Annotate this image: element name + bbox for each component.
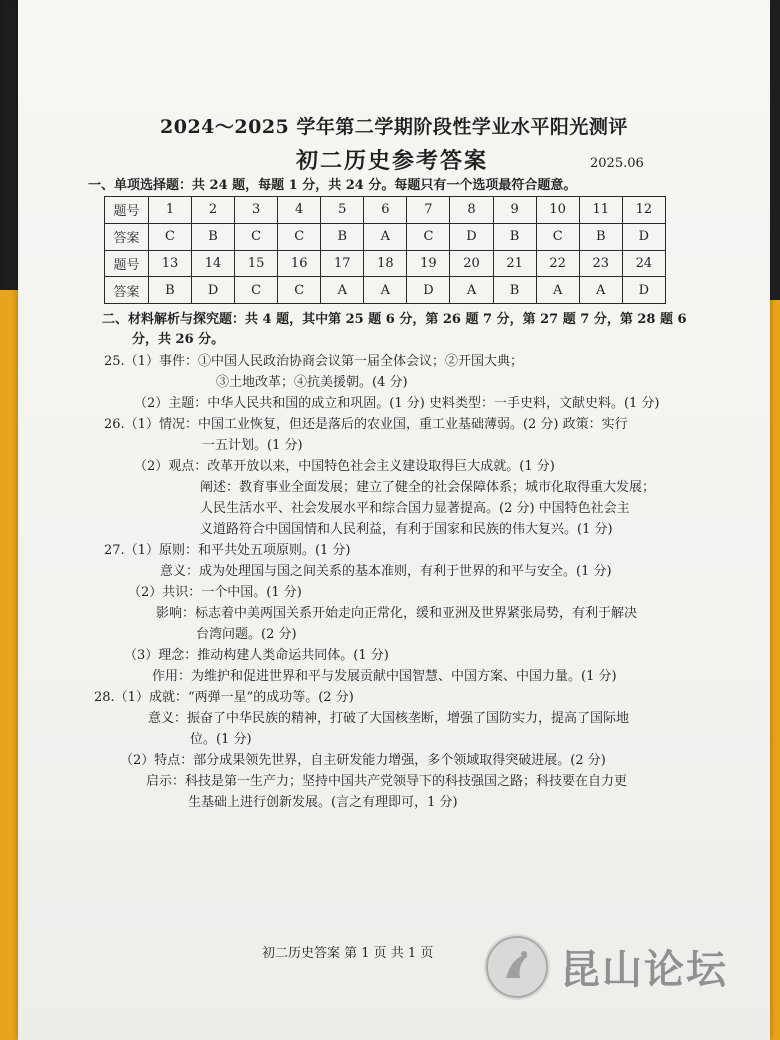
question-number: 8 [450,197,493,224]
answer-cell: D [450,223,493,250]
table-header-cell: 题号 [105,250,149,277]
question-number: 12 [622,197,665,224]
answer-line-26-2b: 阐述：教育事业全面发展；建立了健全的社会保障体系；城市化取得重大发展； [200,480,656,495]
table-row [105,250,666,277]
question-number: 3 [235,197,278,224]
table-row [105,277,666,304]
table-header-cell: 答案 [105,223,149,250]
answer-cell: A [364,277,407,304]
exam-title: 2024～2025 学年第二学期阶段性学业水平阳光测评 [160,116,628,138]
answer-line-27-1b: 意义：成为处理国与国之间关系的基本准则，有利于世界的和平与安全。(1 分) [160,564,612,579]
question-number: 23 [579,250,622,277]
question-number: 6 [364,197,407,224]
answer-cell: B [321,223,364,250]
table-row [105,197,666,224]
question-number: 19 [407,250,450,277]
page-footer: 初二历史答案 第 1 页 共 1 页 [262,946,434,961]
question-number: 10 [536,197,579,224]
question-number: 20 [450,250,493,277]
answer-line-27-2c: 台湾问题。(2 分) [196,627,297,642]
question-number: 1 [148,197,191,224]
answer-cell: C [278,277,321,304]
question-number: 7 [407,197,450,224]
answer-cell: A [364,223,407,250]
answer-cell: D [407,277,450,304]
watermark-text: 昆山论坛 [560,946,728,993]
answer-cell: B [579,223,622,250]
table-row [105,223,666,250]
question-number: 24 [622,250,665,277]
answer-line-27-3: （3）理念：推动构建人类命运共同体。(1 分) [124,648,389,663]
question-number: 16 [278,250,321,277]
answer-line-26-2: （2）观点：改革开放以来，中国特色社会主义建设取得巨大成就。(1 分) [134,459,555,474]
section2-heading-line1: 二、材料解析与探究题：共 4 题，其中第 25 题 6 分，第 26 题 7 分，第 27 题 7 分，第 28 题 6 [102,312,687,327]
answer-cell: D [622,277,665,304]
answer-line-27-3b: 作用：为维护和促进世界和平与发展贡献中国智慧、中国方案、中国力量。(1 分) [152,669,617,684]
table-header-cell: 答案 [105,277,149,304]
question-number: 18 [364,250,407,277]
question-number: 21 [493,250,536,277]
table-header-cell: 题号 [105,197,149,224]
answer-cell: D [192,277,235,304]
question-number: 4 [278,197,321,224]
question-number: 14 [192,250,235,277]
answer-line-25-1: 25.（1）事件：①中国人民政治协商会议第一届全体会议；②开国大典； [104,354,523,369]
answer-cell: C [235,223,278,250]
answer-line-28-1: 28.（1）成就：“两弹一星”的成功等。(2 分) [94,690,354,705]
answer-cell: B [192,223,235,250]
watermark-logo-icon [484,934,550,1000]
answer-cell: C [278,223,321,250]
exam-date: 2025.06 [590,156,644,171]
answer-line-27-2: （2）共识：一个中国。(1 分) [128,585,302,600]
answer-cell: D [622,223,665,250]
answer-line-25-1b: ③土地改革；④抗美援朝。(4 分) [216,375,408,390]
section1-heading: 一、单项选择题：共 24 题，每题 1 分，共 24 分。每题只有一个选项最符合题意。 [88,178,577,193]
answer-line-25-2: （2）主题：中华人民共和国的成立和巩固。(1 分) 史料类型：一手史料，文献史料。(1 分) [134,396,660,411]
question-number: 11 [579,197,622,224]
answer-line-26-2c: 人民生活水平、社会发展水平和综合国力显著提高。(2 分) 中国特色社会主 [200,501,630,516]
answer-line-27-1: 27.（1）原则：和平共处五项原则。(1 分) [104,543,351,558]
answer-cell: C [536,223,579,250]
answer-line-26-2d: 义道路符合中国国情和人民利益，有利于国家和民族的伟大复兴。(1 分) [200,522,613,537]
question-number: 17 [321,250,364,277]
answer-cell: C [235,277,278,304]
answer-cell: C [407,223,450,250]
answer-line-28-2c: 生基础上进行创新发展。(言之有理即可，1 分) [188,795,458,810]
answer-line-28-1c: 位。(1 分) [190,732,252,747]
answer-table [104,196,666,304]
answer-line-26-1b: 一五计划。(1 分) [202,438,303,453]
answer-cell: A [450,277,493,304]
answer-line-28-1b: 意义：振奋了中华民族的精神，打破了大国核垄断，增强了国防实力，提高了国际地 [148,711,630,726]
answer-cell: B [493,277,536,304]
question-number: 13 [148,250,191,277]
answer-cell: A [536,277,579,304]
answer-cell: B [493,223,536,250]
answer-cell: C [148,223,191,250]
question-number: 5 [321,197,364,224]
answer-cell: B [148,277,191,304]
question-number: 9 [493,197,536,224]
question-number: 22 [536,250,579,277]
answer-line-28-2b: 启示：科技是第一生产力；坚持中国共产党领导下的科技强国之路；科技要在自力更 [146,774,628,789]
answer-line-26-1: 26.（1）情况：中国工业恢复，但还是落后的农业国，重工业基础薄弱。(2 分) 政策：实行 [104,417,628,432]
question-number: 15 [235,250,278,277]
question-number: 2 [192,197,235,224]
answer-line-27-2b: 影响：标志着中美两国关系开始走向正常化，缓和亚洲及世界紧张局势，有利于解决 [156,606,638,621]
answer-line-28-2: （2）特点：部分成果领先世界，自主研发能力增强，多个领域取得突破进展。(2 分) [120,753,606,768]
page-subtitle: 初二历史参考答案 [296,148,489,174]
section2-heading-line2: 分，共 26 分。 [132,332,225,347]
answer-cell: A [321,277,364,304]
answer-cell: A [579,277,622,304]
